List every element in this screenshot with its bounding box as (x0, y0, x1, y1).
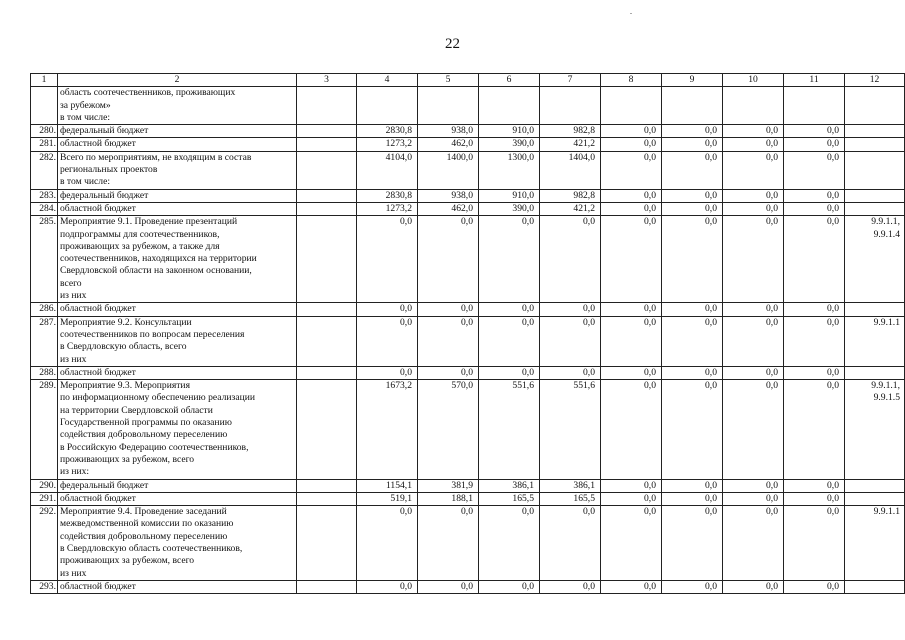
description-line: Всего по мероприятиям, не входящим в состав (60, 151, 252, 163)
value-cell: 982,8 (540, 189, 601, 202)
value-cell: 0,0 (418, 580, 479, 593)
description-line: из них (60, 353, 87, 365)
description-line: из них (60, 290, 87, 302)
description-line: из них: (60, 466, 90, 478)
description-line: областной бюджет (60, 492, 136, 504)
value-cell: 0,0 (601, 138, 662, 151)
empty-cell (297, 366, 357, 379)
value-cell: 2830,8 (357, 125, 418, 138)
table-row (31, 303, 905, 316)
target-code (845, 87, 905, 125)
value-cell: 0,0 (723, 303, 784, 316)
description-line: межведомственной комиссии по оказанию (60, 518, 234, 530)
value-cell: 1273,2 (357, 202, 418, 215)
value-cell: 0,0 (784, 506, 845, 581)
header-cell: 10 (723, 74, 784, 87)
value-cell: 1154,1 (357, 479, 418, 492)
scan-speck (630, 13, 632, 14)
description-line: в том числе: (60, 111, 111, 123)
row-number: 284. (31, 202, 58, 215)
empty-cell (297, 380, 357, 479)
table-row (31, 580, 905, 593)
value-cell: 390,0 (479, 202, 540, 215)
value-cell: 0,0 (357, 216, 418, 303)
value-cell: 390,0 (479, 138, 540, 151)
target-code (845, 366, 905, 379)
value-cell (418, 87, 479, 125)
description-line: в Российскую Федерацию соотечественников, (60, 441, 249, 453)
empty-cell (297, 151, 357, 189)
target-code-line: 9.9.1.1, (871, 216, 900, 228)
empty-cell (297, 138, 357, 151)
row-description (58, 189, 297, 202)
description-line: проживающих за рубежом, всего (60, 453, 195, 465)
value-cell: 0,0 (723, 366, 784, 379)
value-cell: 1300,0 (479, 151, 540, 189)
value-cell: 0,0 (479, 303, 540, 316)
value-cell: 0,0 (357, 506, 418, 581)
description-line: всего (60, 277, 82, 289)
target-code (845, 138, 905, 151)
value-cell: 0,0 (601, 316, 662, 366)
value-cell: 1673,2 (357, 380, 418, 479)
description-line: Мероприятие 9.1. Проведение презентаций (60, 216, 238, 228)
description-line: Государственной программы по оказанию (60, 417, 232, 429)
table-row (31, 316, 905, 366)
value-cell (357, 87, 418, 125)
header-cell: 12 (845, 74, 905, 87)
value-cell (784, 87, 845, 125)
empty-cell (297, 202, 357, 215)
header-cell: 6 (479, 74, 540, 87)
row-number: 293. (31, 580, 58, 593)
description-line: содействия добровольному переселению (60, 429, 228, 441)
empty-cell (297, 216, 357, 303)
description-line: региональных проектов (60, 164, 158, 176)
value-cell: 188,1 (418, 492, 479, 505)
value-cell: 0,0 (784, 492, 845, 505)
value-cell: 386,1 (479, 479, 540, 492)
value-cell: 462,0 (418, 202, 479, 215)
value-cell: 0,0 (723, 125, 784, 138)
value-cell: 0,0 (418, 303, 479, 316)
description-line: Свердловской области на законном основании, (60, 265, 252, 277)
value-cell: 910,0 (479, 125, 540, 138)
value-cell: 0,0 (784, 580, 845, 593)
value-cell: 0,0 (601, 202, 662, 215)
target-code (845, 151, 905, 189)
value-cell: 0,0 (601, 580, 662, 593)
description-line: по информационному обеспечению реализации (60, 392, 256, 404)
row-number: 288. (31, 366, 58, 379)
target-code (845, 216, 905, 303)
value-cell: 0,0 (540, 506, 601, 581)
header-cell: 9 (662, 74, 723, 87)
header-cell: 5 (418, 74, 479, 87)
value-cell: 0,0 (723, 479, 784, 492)
target-code-line: 9.9.1.1, (871, 380, 900, 392)
value-cell: 0,0 (418, 216, 479, 303)
value-cell: 0,0 (723, 492, 784, 505)
table-row (31, 366, 905, 379)
description-line: содействия добровольному переселению (60, 530, 228, 542)
value-cell: 0,0 (601, 366, 662, 379)
value-cell: 0,0 (479, 216, 540, 303)
value-cell: 0,0 (601, 303, 662, 316)
value-cell: 0,0 (784, 479, 845, 492)
value-cell (662, 87, 723, 125)
empty-cell (297, 492, 357, 505)
value-cell: 0,0 (601, 479, 662, 492)
empty-cell (297, 316, 357, 366)
table-row (31, 189, 905, 202)
target-code (845, 303, 905, 316)
header-cell: 8 (601, 74, 662, 87)
row-number: 281. (31, 138, 58, 151)
value-cell: 0,0 (418, 506, 479, 581)
value-cell: 165,5 (540, 492, 601, 505)
empty-cell (297, 303, 357, 316)
header-cell: 2 (58, 74, 297, 87)
header-cell: 3 (297, 74, 357, 87)
row-description (58, 316, 297, 366)
row-number: 280. (31, 125, 58, 138)
value-cell: 0,0 (723, 380, 784, 479)
value-cell: 0,0 (418, 316, 479, 366)
value-cell: 551,6 (540, 380, 601, 479)
header-cell: 1 (31, 74, 58, 87)
table-row (31, 216, 905, 303)
value-cell: 1404,0 (540, 151, 601, 189)
value-cell: 0,0 (357, 580, 418, 593)
value-cell: 0,0 (723, 189, 784, 202)
target-code (845, 492, 905, 505)
table-row (31, 506, 905, 581)
value-cell: 381,9 (418, 479, 479, 492)
value-cell: 0,0 (723, 151, 784, 189)
description-line: соотечественников по вопросам переселения (60, 328, 245, 340)
value-cell: 0,0 (540, 316, 601, 366)
target-code (845, 380, 905, 479)
description-line: проживающих за рубежом, всего (60, 555, 195, 567)
value-cell: 0,0 (784, 316, 845, 366)
value-cell: 421,2 (540, 202, 601, 215)
page-number: 22 (445, 36, 460, 52)
value-cell: 938,0 (418, 125, 479, 138)
value-cell: 0,0 (662, 492, 723, 505)
table-row (31, 202, 905, 215)
value-cell: 0,0 (662, 303, 723, 316)
table-row (31, 138, 905, 151)
row-number: 292. (31, 506, 58, 581)
header-row (31, 74, 905, 87)
value-cell: 0,0 (784, 138, 845, 151)
target-code (845, 189, 905, 202)
description-line: подпрограммы для соотечественников, (60, 228, 220, 240)
row-description (58, 202, 297, 215)
value-cell: 0,0 (784, 125, 845, 138)
description-line: из них (60, 567, 87, 579)
target-code-line: 9.9.1.5 (873, 392, 900, 404)
value-cell: 0,0 (601, 216, 662, 303)
value-cell: 0,0 (723, 216, 784, 303)
value-cell: 0,0 (601, 151, 662, 189)
empty-cell (297, 125, 357, 138)
value-cell: 0,0 (784, 216, 845, 303)
description-line: областной бюджет (60, 202, 136, 214)
row-description (58, 380, 297, 479)
description-line: областной бюджет (60, 580, 136, 592)
row-number: 291. (31, 492, 58, 505)
target-code-line: 9.9.1.1 (873, 316, 900, 328)
value-cell: 0,0 (357, 303, 418, 316)
value-cell (723, 87, 784, 125)
value-cell: 551,6 (479, 380, 540, 479)
value-cell: 0,0 (662, 151, 723, 189)
row-number: 286. (31, 303, 58, 316)
value-cell: 519,1 (357, 492, 418, 505)
value-cell: 0,0 (601, 492, 662, 505)
row-description (58, 366, 297, 379)
value-cell: 0,0 (601, 125, 662, 138)
row-number (31, 87, 58, 125)
description-line: соотечественников, находящихся на территории (60, 253, 257, 265)
value-cell: 0,0 (723, 506, 784, 581)
row-number: 287. (31, 316, 58, 366)
value-cell: 0,0 (784, 189, 845, 202)
value-cell (601, 87, 662, 125)
value-cell: 0,0 (784, 303, 845, 316)
value-cell: 0,0 (479, 366, 540, 379)
target-code (845, 506, 905, 581)
value-cell: 982,8 (540, 125, 601, 138)
row-description (58, 506, 297, 581)
value-cell: 0,0 (662, 366, 723, 379)
row-number: 290. (31, 479, 58, 492)
header-cell: 4 (357, 74, 418, 87)
empty-cell (297, 189, 357, 202)
row-number: 285. (31, 216, 58, 303)
description-line: федеральный бюджет (60, 125, 149, 137)
value-cell: 0,0 (601, 380, 662, 479)
header-cell: 7 (540, 74, 601, 87)
value-cell: 0,0 (540, 303, 601, 316)
row-number: 282. (31, 151, 58, 189)
value-cell: 0,0 (418, 366, 479, 379)
empty-cell (297, 87, 357, 125)
value-cell: 0,0 (479, 316, 540, 366)
description-line: областной бюджет (60, 366, 136, 378)
row-number: 289. (31, 380, 58, 479)
value-cell: 4104,0 (357, 151, 418, 189)
table-row (31, 479, 905, 492)
table-row (31, 380, 905, 479)
target-code (845, 202, 905, 215)
value-cell: 0,0 (540, 580, 601, 593)
target-code-line: 9.9.1.4 (873, 228, 900, 240)
value-cell: 0,0 (784, 380, 845, 479)
value-cell: 570,0 (418, 380, 479, 479)
empty-cell (297, 479, 357, 492)
row-description (58, 151, 297, 189)
target-code (845, 316, 905, 366)
value-cell: 0,0 (357, 316, 418, 366)
value-cell: 1400,0 (418, 151, 479, 189)
value-cell: 0,0 (662, 580, 723, 593)
table-row (31, 151, 905, 189)
value-cell: 0,0 (662, 125, 723, 138)
value-cell: 0,0 (662, 216, 723, 303)
row-description (58, 303, 297, 316)
value-cell: 0,0 (662, 138, 723, 151)
table-row (31, 125, 905, 138)
target-code (845, 479, 905, 492)
value-cell: 0,0 (784, 366, 845, 379)
description-line: областной бюджет (60, 138, 136, 150)
description-line: за рубежом» (60, 99, 111, 111)
value-cell: 0,0 (357, 366, 418, 379)
value-cell: 0,0 (662, 506, 723, 581)
description-line: в том числе: (60, 176, 111, 188)
value-cell: 0,0 (662, 202, 723, 215)
header-cell: 11 (784, 74, 845, 87)
value-cell: 0,0 (601, 506, 662, 581)
value-cell: 1273,2 (357, 138, 418, 151)
row-description (58, 138, 297, 151)
row-description (58, 492, 297, 505)
value-cell: 0,0 (723, 202, 784, 215)
value-cell: 421,2 (540, 138, 601, 151)
description-line: в Свердловскую область, всего (60, 341, 187, 353)
budget-table (30, 73, 905, 594)
value-cell: 0,0 (540, 366, 601, 379)
value-cell: 0,0 (540, 216, 601, 303)
row-description (58, 125, 297, 138)
target-code (845, 125, 905, 138)
description-line: федеральный бюджет (60, 189, 149, 201)
value-cell: 2830,8 (357, 189, 418, 202)
description-line: проживающих за рубежом, а также для (60, 240, 220, 252)
value-cell: 0,0 (662, 189, 723, 202)
description-line: область соотечественников, проживающих (60, 87, 236, 99)
value-cell: 462,0 (418, 138, 479, 151)
value-cell: 910,0 (479, 189, 540, 202)
value-cell: 165,5 (479, 492, 540, 505)
description-line: Мероприятие 9.4. Проведение заседаний (60, 506, 227, 518)
table-row (31, 87, 905, 125)
value-cell (540, 87, 601, 125)
value-cell (479, 87, 540, 125)
empty-cell (297, 506, 357, 581)
value-cell: 0,0 (723, 580, 784, 593)
value-cell: 0,0 (784, 151, 845, 189)
row-description (58, 216, 297, 303)
value-cell: 0,0 (479, 506, 540, 581)
empty-cell (297, 580, 357, 593)
value-cell: 0,0 (723, 316, 784, 366)
description-line: федеральный бюджет (60, 479, 149, 491)
value-cell: 0,0 (662, 316, 723, 366)
description-line: в Свердловскую область соотечественников, (60, 542, 243, 554)
row-description (58, 87, 297, 125)
row-description (58, 479, 297, 492)
row-description (58, 580, 297, 593)
value-cell: 0,0 (723, 138, 784, 151)
target-code (845, 580, 905, 593)
table-row (31, 492, 905, 505)
value-cell: 0,0 (784, 202, 845, 215)
description-line: областной бюджет (60, 303, 136, 315)
target-code-line: 9.9.1.1 (873, 506, 900, 518)
value-cell: 0,0 (662, 380, 723, 479)
row-number: 283. (31, 189, 58, 202)
value-cell: 0,0 (662, 479, 723, 492)
description-line: на территории Свердловской области (60, 404, 213, 416)
value-cell: 0,0 (601, 189, 662, 202)
description-line: Мероприятие 9.3. Мероприятия (60, 380, 190, 392)
value-cell: 938,0 (418, 189, 479, 202)
description-line: Мероприятие 9.2. Консультации (60, 316, 192, 328)
value-cell: 0,0 (479, 580, 540, 593)
value-cell: 386,1 (540, 479, 601, 492)
